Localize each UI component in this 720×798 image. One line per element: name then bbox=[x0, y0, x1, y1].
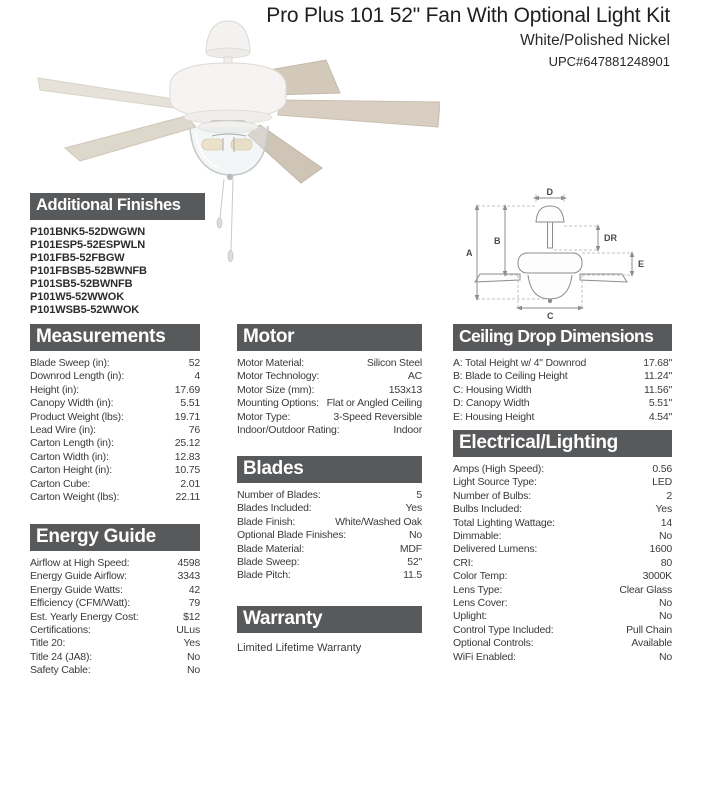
spec-row bbox=[237, 502, 422, 515]
measurements-header: Measurements bbox=[30, 324, 200, 351]
spec-row bbox=[453, 557, 672, 570]
spec-value: 17.68" bbox=[643, 357, 672, 369]
spec-label: Title 20: bbox=[30, 637, 66, 650]
finish-item: P101BNK5-52DWGWN bbox=[30, 226, 146, 238]
diagram-blade bbox=[475, 274, 520, 282]
spec-row bbox=[30, 424, 200, 437]
spec-label: Product Weight (lbs): bbox=[30, 410, 124, 423]
spec-label: Lead Wire (in): bbox=[30, 424, 96, 437]
spec-row bbox=[30, 570, 200, 583]
spec-value: MDF bbox=[399, 542, 422, 555]
spec-label: Downrod Length (in): bbox=[30, 370, 125, 383]
spec-row bbox=[237, 411, 422, 424]
spec-label: Amps (High Speed): bbox=[453, 463, 544, 475]
spec-row bbox=[30, 637, 200, 650]
spec-row bbox=[453, 637, 672, 650]
spec-row bbox=[453, 357, 672, 370]
spec-value: Silicon Steel bbox=[366, 357, 422, 369]
spec-row bbox=[453, 370, 672, 383]
spec-label: Bulbs Included: bbox=[453, 503, 522, 516]
spec-row bbox=[237, 424, 422, 437]
motor-header: Motor bbox=[237, 324, 422, 351]
fan-blade bbox=[278, 100, 440, 127]
title-block bbox=[266, 2, 670, 70]
spec-value: 5 bbox=[416, 489, 422, 501]
spec-value: White/Washed Oak bbox=[335, 515, 422, 528]
spec-row bbox=[30, 611, 200, 624]
spec-row bbox=[453, 610, 672, 623]
spec-label: Number of Blades: bbox=[237, 489, 321, 501]
finish-item: P101SB5-52BWNFB bbox=[30, 278, 133, 290]
spec-row bbox=[453, 584, 672, 597]
finish-item: P101W5-52WWOK bbox=[30, 291, 125, 303]
spec-row bbox=[453, 503, 672, 516]
spec-value: Yes bbox=[655, 503, 672, 516]
spec-value: 12.83 bbox=[174, 450, 200, 463]
spec-value: 52" bbox=[407, 556, 422, 569]
spec-value: No bbox=[658, 530, 672, 543]
spec-label: Energy Guide Watts: bbox=[30, 583, 123, 596]
pull-chain-fob bbox=[228, 251, 233, 262]
spec-label: Motor Material: bbox=[237, 357, 305, 369]
spec-value: Available bbox=[631, 637, 672, 650]
spec-label: Blades Included: bbox=[237, 502, 312, 515]
additional-finishes-header: Additional Finishes bbox=[30, 193, 205, 220]
spec-value: 4 bbox=[194, 370, 200, 383]
spec-value: Clear Glass bbox=[619, 583, 672, 596]
spec-label: E: Housing Height bbox=[453, 410, 535, 423]
dim-label-d: D bbox=[546, 187, 553, 197]
spec-label: Efficiency (CFM/Watt): bbox=[30, 597, 131, 610]
diagram-bowl bbox=[528, 275, 572, 299]
spec-row bbox=[237, 556, 422, 569]
spec-label: Control Type Included: bbox=[453, 623, 554, 636]
spec-row bbox=[237, 357, 422, 370]
spec-value: Yes bbox=[183, 637, 200, 650]
spec-value: 1600 bbox=[649, 543, 672, 556]
spec-row bbox=[237, 370, 422, 383]
spec-label: Carton Height (in): bbox=[30, 464, 112, 477]
spec-value: 80 bbox=[660, 556, 672, 569]
spec-label: Certifications: bbox=[30, 624, 91, 637]
measurements-section bbox=[30, 324, 200, 504]
spec-label: C: Housing Width bbox=[453, 383, 532, 396]
spec-row bbox=[237, 569, 422, 582]
spec-label: D: Canopy Width bbox=[453, 397, 530, 410]
finish-item: P101ESP5-52ESPWLN bbox=[30, 239, 146, 251]
motor-body bbox=[237, 357, 422, 437]
spec-row bbox=[30, 397, 200, 410]
spec-row bbox=[453, 597, 672, 610]
spec-value: No bbox=[658, 597, 672, 610]
spec-value: 5.51 bbox=[180, 397, 200, 410]
spec-row bbox=[30, 437, 200, 450]
spec-row bbox=[30, 411, 200, 424]
spec-value: 25.12 bbox=[174, 437, 200, 450]
spec-label: Optional Blade Finishes: bbox=[237, 529, 347, 542]
spec-value: 52 bbox=[188, 357, 200, 369]
spec-row bbox=[237, 529, 422, 542]
spec-label: Safety Cable: bbox=[30, 664, 91, 677]
page-title: Pro Plus 101 52" Fan With Optional Light Kit bbox=[266, 4, 670, 27]
spec-label: Carton Length (in): bbox=[30, 437, 114, 450]
fan-canopy-rim bbox=[206, 48, 250, 58]
finish-item: P101FB5-52FBGW bbox=[30, 252, 125, 264]
finish-item: P101WSB5-52WWOK bbox=[30, 304, 140, 316]
spec-row bbox=[453, 651, 672, 664]
spec-value: 19.71 bbox=[174, 410, 200, 423]
fan-blade bbox=[38, 78, 182, 109]
spec-label: Airflow at High Speed: bbox=[30, 557, 130, 569]
spec-value: ULus bbox=[176, 624, 200, 637]
electrical-header: Electrical/Lighting bbox=[453, 430, 672, 457]
spec-label: Delivered Lumens: bbox=[453, 543, 538, 556]
dim-label-b: B bbox=[494, 236, 501, 246]
spec-row bbox=[30, 651, 200, 664]
spec-label: Dimmable: bbox=[453, 530, 502, 543]
additional-finishes-body bbox=[30, 226, 205, 317]
spec-value: 3343 bbox=[177, 570, 200, 583]
spec-value: 4.54" bbox=[648, 410, 672, 423]
spec-label: Carton Weight (lbs): bbox=[30, 491, 120, 504]
fan-finial bbox=[227, 174, 233, 180]
spec-value: 5.51" bbox=[648, 397, 672, 410]
spec-value: No bbox=[658, 650, 672, 663]
fan-light-bulb bbox=[202, 139, 223, 150]
spec-value: No bbox=[186, 650, 200, 663]
spec-row bbox=[453, 530, 672, 543]
spec-row bbox=[237, 489, 422, 502]
spec-row bbox=[30, 357, 200, 370]
fan-pull-chain bbox=[231, 179, 233, 251]
spec-label: Color Temp: bbox=[453, 570, 508, 583]
measurements-body bbox=[30, 357, 200, 504]
spec-value: 76 bbox=[188, 424, 200, 437]
spec-value: $12 bbox=[183, 610, 200, 623]
spec-label: Est. Yearly Energy Cost: bbox=[30, 610, 139, 623]
electrical-body bbox=[453, 463, 672, 664]
spec-label: Total Lighting Wattage: bbox=[453, 516, 555, 529]
spec-label: Motor Technology: bbox=[237, 370, 320, 383]
spec-label: Blade Sweep: bbox=[237, 556, 300, 569]
spec-label: Blade Material: bbox=[237, 542, 305, 555]
extension-line bbox=[554, 226, 598, 250]
spec-label: Uplight: bbox=[453, 610, 488, 623]
spec-row bbox=[237, 516, 422, 529]
spec-value: 3000K bbox=[642, 570, 672, 583]
diagram-housing bbox=[518, 253, 582, 273]
spec-label: Light Source Type: bbox=[453, 476, 537, 489]
blades-header: Blades bbox=[237, 456, 422, 483]
warranty-body bbox=[237, 641, 422, 655]
spec-value: No bbox=[408, 529, 422, 542]
spec-value: No bbox=[658, 610, 672, 623]
warranty-text: Limited Lifetime Warranty bbox=[237, 642, 362, 654]
spec-value: 17.69 bbox=[174, 383, 200, 396]
finish-item: P101FBSB5-52BWNFB bbox=[30, 265, 147, 277]
ceiling-drop-body bbox=[453, 357, 672, 424]
spec-label: Carton Width (in): bbox=[30, 450, 109, 463]
spec-label: Optional Controls: bbox=[453, 637, 534, 650]
spec-label: Carton Cube: bbox=[30, 477, 91, 490]
finish-name: White/Polished Nickel bbox=[520, 32, 670, 49]
spec-value: 11.56" bbox=[643, 383, 672, 396]
blades-section bbox=[237, 456, 422, 583]
ceiling-drop-header: Ceiling Drop Dimensions bbox=[453, 324, 672, 351]
spec-value: 4598 bbox=[177, 557, 200, 569]
blades-body bbox=[237, 489, 422, 583]
spec-value: 2 bbox=[666, 489, 672, 502]
spec-value: 10.75 bbox=[174, 464, 200, 477]
warranty-header: Warranty bbox=[237, 606, 422, 633]
spec-label: CRI: bbox=[453, 556, 474, 569]
diagram-canopy bbox=[536, 206, 564, 222]
extension-line bbox=[582, 253, 632, 275]
dim-label-c: C bbox=[547, 311, 554, 321]
spec-label: WiFi Enabled: bbox=[453, 650, 516, 663]
spec-value: 11.5 bbox=[403, 569, 422, 582]
spec-label: Motor Type: bbox=[237, 410, 291, 423]
fan-pull-chain bbox=[220, 179, 224, 218]
pull-chain-fob bbox=[217, 218, 222, 228]
spec-label: Blade Sweep (in): bbox=[30, 357, 110, 369]
spec-row bbox=[237, 543, 422, 556]
spec-label: Number of Bulbs: bbox=[453, 489, 531, 502]
spec-value: 0.56 bbox=[652, 463, 672, 475]
spec-row bbox=[30, 451, 200, 464]
energy-guide-section bbox=[30, 524, 200, 678]
fan-blade bbox=[65, 116, 196, 161]
spec-label: Indoor/Outdoor Rating: bbox=[237, 424, 340, 437]
spec-value: 153x13 bbox=[388, 383, 422, 396]
spec-row bbox=[453, 517, 672, 530]
dim-label-dr: DR bbox=[604, 233, 617, 243]
spec-row bbox=[30, 478, 200, 491]
additional-finishes-section bbox=[30, 193, 205, 317]
spec-value: 79 bbox=[188, 597, 200, 610]
diagram-finial bbox=[548, 299, 551, 302]
spec-row bbox=[30, 384, 200, 397]
electrical-lighting-section bbox=[453, 430, 672, 664]
dimension-diagram bbox=[448, 186, 676, 322]
spec-label: A: Total Height w/ 4" Downrod bbox=[453, 357, 587, 369]
spec-row bbox=[30, 664, 200, 677]
warranty-section bbox=[237, 606, 422, 655]
motor-section bbox=[237, 324, 422, 437]
spec-row bbox=[237, 397, 422, 410]
spec-row bbox=[453, 543, 672, 556]
spec-value: Flat or Angled Ceiling bbox=[326, 397, 422, 410]
spec-row bbox=[453, 411, 672, 424]
spec-row bbox=[30, 464, 200, 477]
spec-label: Energy Guide Airflow: bbox=[30, 570, 127, 583]
spec-value: No bbox=[186, 664, 200, 677]
spec-label: B: Blade to Ceiling Height bbox=[453, 370, 568, 383]
spec-row bbox=[30, 491, 200, 504]
upc-code: UPC#647881248901 bbox=[548, 54, 670, 69]
spec-value: LED bbox=[652, 476, 672, 489]
spec-value: 11.24" bbox=[643, 370, 672, 383]
spec-label: Lens Type: bbox=[453, 583, 503, 596]
spec-row bbox=[453, 476, 672, 489]
spec-value: 2.01 bbox=[180, 477, 200, 490]
spec-value: 14 bbox=[660, 516, 672, 529]
spec-row bbox=[30, 584, 200, 597]
spec-value: AC bbox=[407, 370, 422, 383]
spec-label: Mounting Options: bbox=[237, 397, 319, 410]
spec-value: Pull Chain bbox=[626, 623, 672, 636]
spec-label: Blade Pitch: bbox=[237, 569, 291, 582]
ceiling-drop-section bbox=[453, 324, 672, 424]
spec-row bbox=[30, 597, 200, 610]
dim-label-a: A bbox=[466, 248, 473, 258]
spec-label: Blade Finish: bbox=[237, 515, 296, 528]
spec-label: Motor Size (mm): bbox=[237, 383, 315, 396]
spec-value: Yes bbox=[405, 502, 422, 515]
spec-label: Height (in): bbox=[30, 383, 79, 396]
spec-label: Lens Cover: bbox=[453, 597, 508, 610]
spec-row bbox=[237, 384, 422, 397]
spec-row bbox=[30, 557, 200, 570]
spec-row bbox=[453, 384, 672, 397]
spec-row bbox=[30, 370, 200, 383]
spec-row bbox=[453, 463, 672, 476]
spec-row bbox=[453, 397, 672, 410]
spec-row bbox=[453, 570, 672, 583]
diagram-downrod bbox=[548, 222, 553, 248]
dim-label-e: E bbox=[638, 259, 645, 269]
spec-row bbox=[453, 490, 672, 503]
spec-value: Indoor bbox=[393, 424, 422, 437]
energy-guide-header: Energy Guide bbox=[30, 524, 200, 551]
spec-row bbox=[453, 624, 672, 637]
spec-value: 22.11 bbox=[175, 491, 200, 504]
spec-label: Canopy Width (in): bbox=[30, 397, 114, 410]
spec-value: 42 bbox=[188, 583, 200, 596]
energy-guide-body bbox=[30, 557, 200, 678]
spec-value: 3-Speed Reversible bbox=[333, 410, 422, 423]
spec-row bbox=[30, 624, 200, 637]
spec-label: Title 24 (JA8): bbox=[30, 650, 92, 663]
